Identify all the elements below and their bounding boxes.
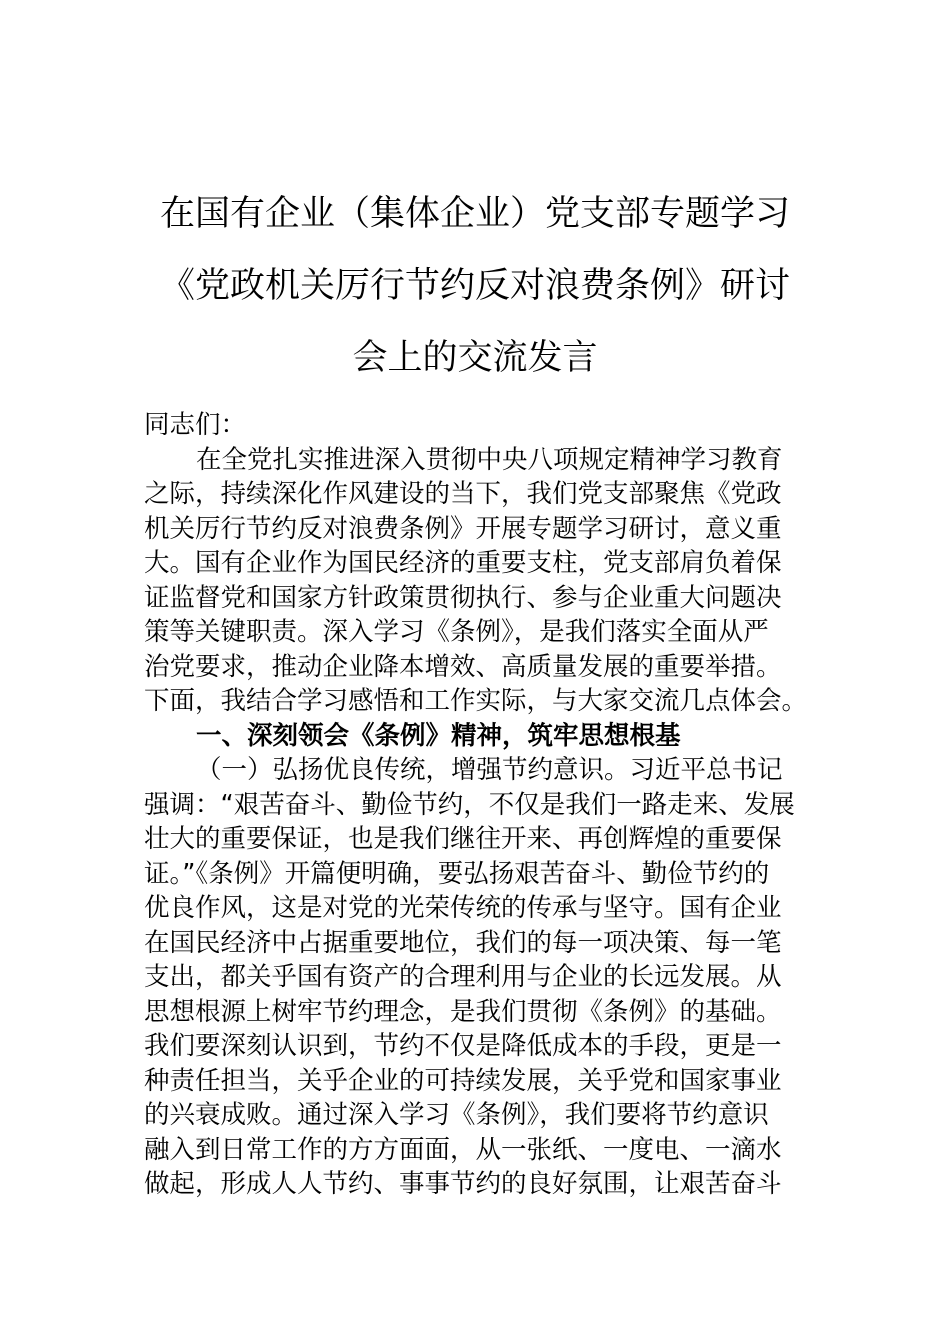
salutation: 同志们： xyxy=(144,410,247,440)
paragraph-line: 壮大的重要保证，也是我们继往开来、再创辉煌的重要保 xyxy=(144,824,782,854)
paragraph-line: 的兴衰成败。通过深入学习《条例》，我们要将节约意识 xyxy=(144,1100,769,1130)
title-line: 在国有企业（集体企业）党支部专题学习 xyxy=(159,194,790,234)
section-heading: 一、深刻领会《条例》精神，筑牢思想根基 xyxy=(196,720,681,751)
title-line: 《党政机关厉行节约反对浪费条例》研讨 xyxy=(159,266,790,306)
paragraph-line: 强调：“艰苦奋斗、勤俭节约，不仅是我们一路走来、发展 xyxy=(144,789,795,820)
paragraph-line: 机关厉行节约反对浪费条例》开展专题学习研讨，意义重 xyxy=(144,513,782,544)
paragraph-line: 大。国有企业作为国民经济的重要支柱，党支部肩负着保 xyxy=(144,548,782,578)
paragraph-line: 证。”《条例》开篇便明确，要弘扬艰苦奋斗、勤俭节约的 xyxy=(144,858,770,889)
paragraph-line: 融入到日常工作的方方面面，从一张纸、一度电、一滴水 xyxy=(144,1134,782,1165)
paragraph-line: 支出，都关乎国有资产的合理利用与企业的长远发展。从 xyxy=(144,962,782,992)
paragraph-line: （一）弘扬优良传统，增强节约意识。习近平总书记 xyxy=(196,755,783,785)
paragraph-line: 证监督党和国家方针政策贯彻执行、参与企业重大问题决 xyxy=(144,582,782,613)
paragraph-line: 治党要求，推动企业降本增效、高质量发展的重要举措。 xyxy=(144,651,782,682)
paragraph-line: 在全党扎实推进深入贯彻中央八项规定精神学习教育 xyxy=(196,444,783,475)
paragraph-line: 优良作风，这是对党的光荣传统的传承与坚守。国有企业 xyxy=(144,893,782,923)
paragraph-line: 思想根源上树牢节约理念，是我们贯彻《条例》的基础。 xyxy=(144,996,782,1027)
paragraph-line: 做起，形成人人节约、事事节约的良好氛围，让艰苦奋斗 xyxy=(144,1169,782,1199)
document-body xyxy=(144,408,806,1202)
paragraph-line: 下面，我结合学习感悟和工作实际，与大家交流几点体会。 xyxy=(144,686,808,716)
title-line: 会上的交流发言 xyxy=(352,338,598,378)
paragraph-line: 种责任担当，关乎企业的可持续发展，关乎党和国家事业 xyxy=(144,1065,782,1096)
document-title xyxy=(140,178,810,394)
paragraph-line: 我们要深刻认识到，节约不仅是降低成本的手段，更是一 xyxy=(144,1031,782,1061)
paragraph-line: 策等关键职责。深入学习《条例》，是我们落实全面从严 xyxy=(144,617,769,647)
paragraph-line: 之际，持续深化作风建设的当下，我们党支部聚焦《党政 xyxy=(144,479,782,509)
paragraph-line: 在国民经济中占据重要地位，我们的每一项决策、每一笔 xyxy=(144,927,782,958)
